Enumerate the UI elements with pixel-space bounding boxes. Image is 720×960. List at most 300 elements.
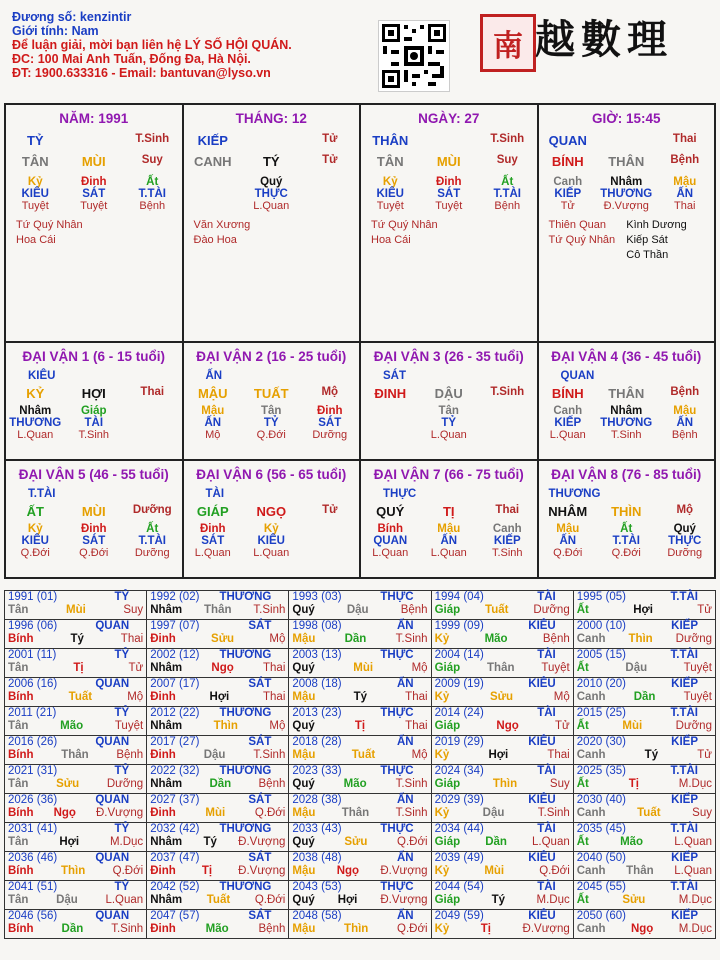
- year-stem: Mậu: [292, 865, 316, 877]
- year-god: TỶ: [114, 881, 130, 893]
- year-label: 2012 (22): [150, 707, 200, 719]
- year-label: 2039 (49): [434, 852, 484, 864]
- year-stage: Thai: [263, 662, 286, 674]
- year-stage: Dưỡng: [106, 778, 144, 790]
- year-cell: [573, 649, 715, 678]
- dai-van-god: QUAN: [560, 370, 595, 382]
- year-branch: Hợi: [633, 604, 653, 616]
- pillar-stage-top: Thai: [672, 133, 697, 145]
- year-god: QUAN: [95, 794, 130, 806]
- year-cell: [573, 823, 715, 852]
- year-cell: [5, 649, 147, 678]
- year-branch: Tý: [353, 691, 367, 703]
- year-stem: Ất: [576, 720, 589, 732]
- year-god: TÀI: [537, 649, 556, 661]
- year-stage: T.Sinh: [253, 604, 286, 616]
- year-cell: [147, 765, 289, 794]
- year-cell: [289, 910, 431, 939]
- dai-van-cell: ĐẠI VẬN 1 (6 - 15 tuổi) KIÊU KỶ HỢI Thai Nhâm Giáp THƯƠNG TÀI L.Quan T.Sinh: [5, 342, 183, 460]
- year-branch: Tuất: [68, 691, 93, 703]
- year-god: THỰC: [380, 707, 414, 719]
- year-branch: Hợi: [488, 749, 509, 761]
- year-cell: [5, 881, 147, 910]
- year-stem: Mậu: [292, 807, 316, 819]
- year-stem: Quý: [292, 604, 315, 616]
- year-stem: Ất: [576, 662, 589, 674]
- year-label: 2029 (39): [434, 794, 484, 806]
- year-stem: Đinh: [150, 691, 176, 703]
- year-god: TÀI: [537, 765, 556, 777]
- pillar-stem: TÂN: [376, 154, 404, 169]
- year-label: 2011 (21): [8, 707, 57, 719]
- hidden-stem: Kỷ: [382, 176, 398, 188]
- year-god: SÁT: [248, 794, 272, 806]
- dai-van-cell: ĐẠI VẬN 5 (46 - 55 tuổi) T.TÀI ẤT MÙI Dưỡng Kỷ Đinh Ất KIÊU SÁT T.TÀI Q.Đới Q.Đới Dưỡng: [5, 460, 183, 578]
- year-god: ẤN: [396, 620, 414, 632]
- year-branch: Ngọ: [630, 923, 654, 935]
- hidden-stem: Mậu: [673, 176, 697, 188]
- year-cell: [289, 852, 431, 881]
- year-row: [5, 736, 716, 765]
- year-branch: Tý: [203, 836, 217, 848]
- year-stem: Bính: [8, 749, 34, 761]
- year-stage: Q.Đới: [397, 923, 428, 935]
- hidden-stage: Tuyệt: [21, 200, 49, 212]
- year-branch: Sửu: [56, 778, 80, 790]
- year-cell: [289, 823, 431, 852]
- chart-grid: [4, 103, 716, 579]
- year-label: 2037 (47): [150, 852, 200, 864]
- year-label: 1992 (02): [150, 591, 200, 603]
- year-god: T.TÀI: [670, 765, 698, 777]
- year-label: 2046 (56): [8, 910, 58, 922]
- year-label: 2030 (40): [576, 794, 626, 806]
- year-stage: Bệnh: [258, 923, 286, 935]
- year-stem: Kỷ: [434, 691, 450, 703]
- year-row: [5, 620, 716, 649]
- year-god: T.TÀI: [670, 591, 698, 603]
- year-god: THƯƠNG: [219, 765, 272, 777]
- pillar-branch: MÙI: [81, 154, 106, 169]
- hidden-god: T.TÀI: [493, 188, 521, 200]
- year-cell: [431, 591, 573, 620]
- year-branch: Dần: [209, 778, 232, 790]
- year-god: TỶ: [114, 649, 130, 661]
- year-branch: Dần: [344, 633, 367, 645]
- year-stem: Nhâm: [150, 894, 183, 906]
- year-stage: Q.Đới: [254, 894, 286, 906]
- year-branch: Mùi: [353, 662, 374, 674]
- pillar-hour: [538, 104, 716, 342]
- year-cell: [431, 852, 573, 881]
- year-stem: Đinh: [150, 749, 176, 761]
- hidden-stage: Đ.Vượng: [603, 200, 649, 212]
- year-stage: Q.Đới: [254, 807, 286, 819]
- year-god: SÁT: [248, 852, 272, 864]
- yearly-grid: [4, 590, 716, 939]
- year-label: 2003 (13): [292, 649, 342, 661]
- hidden-stem: Nhâm: [610, 176, 643, 188]
- year-branch: Tị: [73, 662, 84, 674]
- year-stem: Canh: [576, 691, 606, 703]
- year-god: SÁT: [248, 736, 272, 748]
- year-cell: [147, 678, 289, 707]
- year-god: ẤN: [396, 736, 414, 748]
- year-cell: [289, 649, 431, 678]
- hidden-stem: Kỷ: [27, 176, 43, 188]
- pillar-stem: CANH: [193, 154, 232, 169]
- year-god: KIẾP: [671, 794, 698, 806]
- year-cell: [431, 736, 573, 765]
- year-stage: Thai: [405, 691, 428, 703]
- year-label: 2014 (24): [434, 707, 484, 719]
- year-stage: Suy: [692, 807, 712, 819]
- year-stem: Giáp: [434, 662, 461, 674]
- year-god: SÁT: [248, 620, 272, 632]
- year-row: [5, 678, 716, 707]
- year-row: [5, 794, 716, 823]
- year-stem: Ất: [576, 778, 589, 790]
- dai-van-god: ẤN: [205, 370, 223, 382]
- year-cell: [289, 794, 431, 823]
- pillar-title: THÁNG: 12: [235, 111, 307, 126]
- year-label: 2040 (50): [576, 852, 626, 864]
- year-cell: [289, 620, 431, 649]
- dai-van-title: ĐẠI VẬN 8 (76 - 85 tuổi): [551, 467, 702, 482]
- year-stem: Giáp: [434, 720, 461, 732]
- year-cell: [289, 591, 431, 620]
- year-cell: [573, 765, 715, 794]
- year-god: THỰC: [380, 823, 414, 835]
- year-cell: [147, 794, 289, 823]
- year-god: KIÊU: [528, 678, 556, 690]
- year-stage: Đ.Vượng: [380, 894, 428, 906]
- year-branch: Tý: [644, 749, 659, 761]
- year-row: [5, 881, 716, 910]
- year-stage: Bệnh: [116, 749, 144, 761]
- year-stem: Tân: [8, 778, 29, 790]
- year-stem: Giáp: [434, 894, 461, 906]
- year-label: 1993 (03): [292, 591, 342, 603]
- star-list: Tứ Quý Nhân Hoa Cái: [16, 219, 83, 246]
- year-stem: Nhâm: [150, 836, 183, 848]
- hidden-stem: Đinh: [80, 176, 107, 188]
- hidden-stage: Tuyệt: [435, 200, 463, 212]
- year-god: KIẾP: [671, 852, 698, 864]
- year-stem: Kỷ: [434, 633, 450, 645]
- year-stage: M.Dục: [678, 894, 712, 906]
- year-cell: [573, 881, 715, 910]
- year-cell: [573, 707, 715, 736]
- year-label: 1995 (05): [576, 591, 626, 603]
- hidden-god: T.TÀI: [138, 188, 166, 200]
- year-stage: T.Sinh: [395, 633, 428, 645]
- year-stem: Đinh: [150, 633, 176, 645]
- year-god: KIÊU: [528, 620, 556, 632]
- dai-van-cell: ĐẠI VẬN 6 (56 - 65 tuổi) TÀI GIÁP NGỌ Tử Đinh Kỷ SÁT KIÊU L.Quan L.Quan: [183, 460, 361, 578]
- year-stem: Kỷ: [434, 807, 450, 819]
- year-label: 2007 (17): [150, 678, 200, 690]
- year-cell: [147, 823, 289, 852]
- dai-van-title: ĐẠI VẬN 5 (46 - 55 tuổi): [18, 467, 169, 482]
- pillar-god: KIẾP: [197, 133, 228, 148]
- dai-van-god: THƯƠNG: [548, 488, 601, 500]
- year-cell: [573, 852, 715, 881]
- year-stage: T.Sinh: [537, 807, 570, 819]
- brand-logo: 越數理: [535, 16, 673, 63]
- year-stage: Bệnh: [542, 633, 570, 645]
- year-stem: Nhâm: [150, 778, 183, 790]
- year-cell: [431, 649, 573, 678]
- dai-van-cell: ĐẠI VẬN 3 (26 - 35 tuổi) SÁT ĐINH DẬU T.Sinh Tân TỶ L.Quan: [360, 342, 538, 460]
- year-god: SÁT: [248, 910, 272, 922]
- hidden-god: SÁT: [82, 188, 106, 200]
- year-branch: Mùi: [622, 720, 643, 732]
- year-cell: [573, 736, 715, 765]
- year-stem: Quý: [292, 778, 315, 790]
- hidden-god: SÁT: [437, 188, 461, 200]
- year-stage: Thai: [547, 749, 570, 761]
- year-stage: M.Dục: [678, 923, 712, 935]
- year-branch: Tị: [480, 923, 492, 935]
- pillar-stage: Tử: [322, 154, 338, 166]
- year-label: 2000 (10): [576, 620, 626, 632]
- year-stage: Q.Đới: [112, 865, 144, 877]
- year-branch: Tuất: [206, 894, 231, 906]
- qr-code-icon: [378, 20, 450, 92]
- year-god: TÀI: [537, 591, 556, 603]
- year-stage: Tuyệt: [683, 691, 712, 703]
- year-god: TÀI: [537, 881, 556, 893]
- year-god: KIẾP: [671, 678, 698, 690]
- year-label: 2027 (37): [150, 794, 200, 806]
- star-list: Thiên Quan Tứ Quý Nhân Kình Dương Kiếp Sát Cô Thần: [548, 219, 687, 261]
- pillar-god: TỶ: [26, 133, 44, 148]
- owner-name: Đương số: kenzintir: [12, 10, 132, 24]
- year-stage: Bệnh: [258, 778, 286, 790]
- year-stage: Q.Đới: [397, 836, 428, 848]
- pillar-month: [183, 104, 361, 342]
- year-stage: Dưỡng: [675, 720, 712, 732]
- year-god: KIẾP: [671, 736, 698, 748]
- year-god: TỶ: [114, 591, 130, 603]
- year-stem: Đinh: [150, 807, 176, 819]
- year-stage: Thai: [263, 691, 286, 703]
- year-label: 2013 (23): [292, 707, 342, 719]
- year-stem: Mậu: [292, 749, 316, 761]
- header-info: [12, 10, 292, 80]
- year-stem: Tân: [8, 836, 29, 848]
- hidden-god: ẤN: [676, 188, 694, 200]
- year-branch: Sửu: [490, 691, 514, 703]
- year-god: THỰC: [380, 881, 414, 893]
- year-label: 2047 (57): [150, 910, 200, 922]
- year-stem: Bính: [8, 865, 34, 877]
- contact-line: Để luận giải, mời bạn liên hệ LÝ SỐ HỘI QUÁN.: [12, 38, 292, 52]
- dai-van-title: ĐẠI VẬN 7 (66 - 75 tuổi): [373, 467, 524, 482]
- year-stage: T.Sinh: [253, 749, 286, 761]
- year-row: [5, 910, 716, 939]
- year-branch: Tị: [201, 865, 213, 877]
- year-branch: Thìn: [60, 865, 86, 877]
- year-cell: [5, 591, 147, 620]
- year-stage: L.Quan: [674, 836, 712, 848]
- year-branch: Ngọ: [53, 807, 76, 819]
- year-branch: Sửu: [344, 836, 368, 848]
- year-branch: Hợi: [59, 836, 80, 848]
- year-label: 2042 (52): [150, 881, 200, 893]
- year-cell: [431, 678, 573, 707]
- year-stage: L.Quan: [674, 865, 712, 877]
- hidden-god: KIÊU: [21, 188, 49, 200]
- year-label: 2010 (20): [576, 678, 626, 690]
- year-label: 1998 (08): [292, 620, 342, 632]
- year-god: ẤN: [396, 678, 414, 690]
- year-god: T.TÀI: [670, 649, 698, 661]
- year-cell: [289, 678, 431, 707]
- year-stem: Canh: [576, 633, 606, 645]
- hidden-stage: Tuyệt: [376, 200, 404, 212]
- year-label: 2049 (59): [434, 910, 484, 922]
- year-stage: Mộ: [127, 691, 144, 703]
- pillar-stage-top: T.Sinh: [490, 133, 525, 145]
- pillar-branch: MÙI: [436, 154, 461, 169]
- dai-van-row-2: [5, 460, 715, 578]
- year-god: THƯƠNG: [219, 649, 272, 661]
- year-god: KIÊU: [528, 736, 556, 748]
- year-cell: [5, 707, 147, 736]
- year-label: 1991 (01): [8, 591, 58, 603]
- year-stage: Q.Đới: [539, 865, 570, 877]
- year-label: 2028 (38): [292, 794, 342, 806]
- year-stem: Quý: [292, 894, 315, 906]
- year-stem: Ất: [576, 604, 589, 616]
- year-cell: [573, 910, 715, 939]
- year-stem: Canh: [576, 749, 606, 761]
- pillar-stage: Bệnh: [670, 154, 700, 166]
- year-god: T.TÀI: [670, 707, 698, 719]
- year-row: [5, 707, 716, 736]
- year-branch: Sửu: [211, 633, 235, 645]
- year-cell: [289, 765, 431, 794]
- year-stem: Đinh: [150, 923, 176, 935]
- year-stage: Thai: [405, 720, 428, 732]
- hidden-stem: Ất: [501, 176, 514, 188]
- year-stem: Tân: [8, 720, 29, 732]
- year-god: ẤN: [396, 910, 414, 922]
- year-cell: [289, 707, 431, 736]
- hidden-god: KIẾP: [554, 188, 582, 200]
- year-label: 1994 (04): [434, 591, 484, 603]
- year-label: 2023 (33): [292, 765, 342, 777]
- year-label: 2017 (27): [150, 736, 200, 748]
- hidden-stage: Bệnh: [139, 200, 166, 212]
- year-branch: Mùi: [66, 604, 86, 616]
- year-stage: L.Quan: [105, 894, 144, 906]
- year-stage: T.Sinh: [395, 807, 428, 819]
- year-stem: Canh: [576, 807, 606, 819]
- year-stem: Đinh: [150, 865, 176, 877]
- dai-van-god: THỰC: [383, 488, 417, 500]
- year-branch: Thìn: [628, 633, 653, 645]
- year-stem: Quý: [292, 662, 315, 674]
- year-label: 2032 (42): [150, 823, 200, 835]
- year-god: THỰC: [380, 765, 414, 777]
- star-list: Tứ Quý Nhân Hoa Cái: [371, 219, 438, 246]
- year-god: QUAN: [95, 678, 130, 690]
- year-stem: Kỷ: [434, 923, 450, 935]
- year-stage: Đ.Vượng: [380, 865, 428, 877]
- year-god: TỶ: [114, 707, 130, 719]
- year-stem: Quý: [292, 836, 315, 848]
- year-branch: Dậu: [625, 662, 648, 674]
- year-god: QUAN: [95, 736, 130, 748]
- year-label: 2009 (19): [434, 678, 484, 690]
- hidden-stage: Tử: [560, 200, 575, 212]
- year-branch: Thìn: [213, 720, 238, 732]
- year-stage: L.Quan: [532, 836, 570, 848]
- year-stem: Canh: [576, 865, 606, 877]
- year-stem: Mậu: [292, 923, 316, 935]
- year-label: 1996 (06): [8, 620, 58, 632]
- year-branch: Ngọ: [496, 720, 519, 732]
- year-branch: Dậu: [346, 604, 369, 616]
- year-label: 2018 (28): [292, 736, 342, 748]
- hidden-stem: Canh: [553, 176, 583, 188]
- year-stem: Nhâm: [150, 720, 183, 732]
- year-label: 2031 (41): [8, 823, 58, 835]
- year-label: 1999 (09): [434, 620, 484, 632]
- year-label: 1997 (07): [150, 620, 200, 632]
- year-label: 2025 (35): [576, 765, 626, 777]
- year-branch: Sửu: [622, 894, 646, 906]
- year-branch: Dần: [633, 691, 656, 703]
- dai-van-title: ĐẠI VẬN 3 (26 - 35 tuổi): [373, 349, 524, 364]
- year-stem: Canh: [576, 923, 606, 935]
- year-label: 2016 (26): [8, 736, 58, 748]
- year-cell: [5, 736, 147, 765]
- year-god: THỰC: [380, 591, 414, 603]
- hidden-stem: Quý: [260, 176, 283, 188]
- year-label: 2004 (14): [434, 649, 484, 661]
- dai-van-title: ĐẠI VẬN 2 (16 - 25 tuổi): [196, 349, 347, 364]
- pillar-stem: BÍNH: [551, 154, 584, 169]
- year-cell: [5, 765, 147, 794]
- year-branch: Thân: [204, 604, 232, 616]
- year-branch: Thân: [626, 865, 654, 877]
- year-label: 2043 (53): [292, 881, 342, 893]
- year-cell: [147, 881, 289, 910]
- year-cell: [5, 794, 147, 823]
- year-stem: Bính: [8, 633, 34, 645]
- year-stage: Tử: [555, 720, 570, 732]
- year-branch: Tý: [491, 894, 506, 906]
- year-label: 2005 (15): [576, 649, 626, 661]
- year-stem: Tân: [8, 604, 29, 616]
- year-branch: Ngọ: [336, 865, 360, 877]
- year-branch: Mão: [205, 923, 229, 935]
- year-god: SÁT: [248, 678, 272, 690]
- year-label: 2021 (31): [8, 765, 58, 777]
- year-stage: Tuyệt: [683, 662, 712, 674]
- year-stage: M.Dục: [109, 836, 144, 848]
- year-cell: [147, 591, 289, 620]
- year-stem: Ất: [576, 894, 589, 906]
- year-branch: Tị: [354, 720, 366, 732]
- year-god: KIẾP: [671, 620, 698, 632]
- year-stage: Đ.Vượng: [522, 923, 570, 935]
- gender: Giới tính: Nam: [12, 24, 99, 38]
